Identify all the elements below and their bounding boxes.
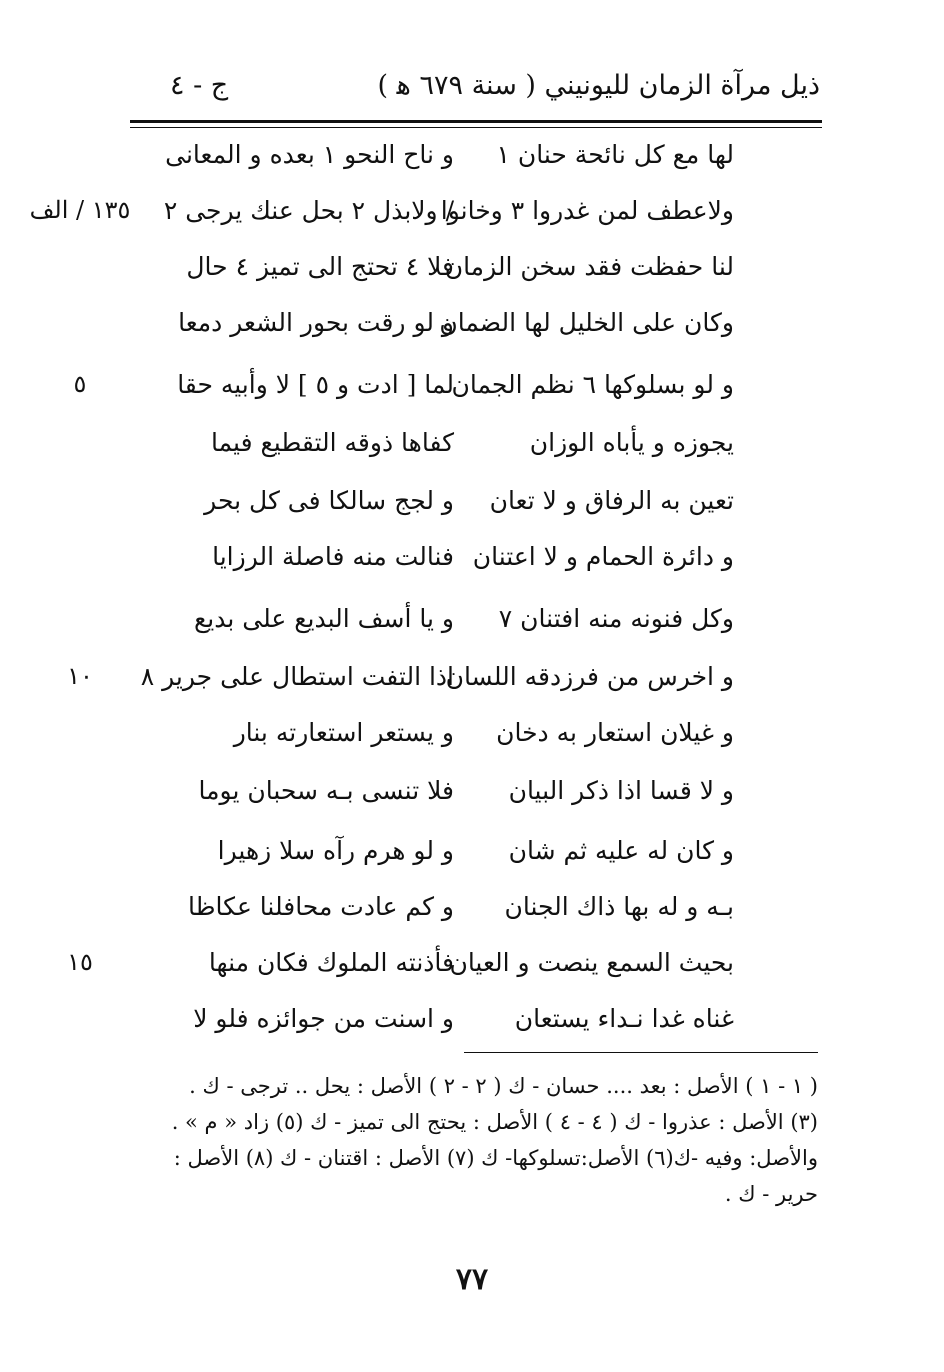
footnote-separator [464,1052,818,1053]
verse-second-hemistich: و لو بسلوكها ٦ نظم الجمان [451,370,734,399]
verse-second-hemistich: و دائرة الحمام و لا اعتنان [472,542,734,571]
verse-first-hemistich: و كم عادت محافلنا عكاظا [188,892,454,921]
footnote-line: والأصل: وفيه -ك(٦) الأصل:تسلوكها- ك (٧) الأصل : اقتنان - ك (٨) الأصل : [173,1146,818,1170]
verse-second-hemistich: و لا قسا اذا ذكر البيان [508,776,734,805]
verse-first-hemistich: فأذنته الملوك فكان منها [208,948,454,977]
verse-second-hemistich: ولاعطف لمن غدروا ٣ وخانوا [440,196,734,225]
verse-line [0,654,944,710]
verse-second-hemistich: لنا حفظت فقد سخن الزمان [444,252,734,281]
header-rule-thick [130,120,822,123]
margin-note: ٥ [73,370,87,398]
verse-first-hemistich: و لجج سالكا فى كل بحر [204,486,454,515]
verse-first-hemistich: كفاها ذوقه التقطيع فيما [210,428,454,457]
verse-line [0,362,944,418]
footnotes [140,1068,818,1212]
verse-line [0,300,944,356]
margin-note: ١٣٥ / الف [29,196,131,224]
verse-second-hemistich: وكان على الخليل لها الضمان [439,308,734,337]
volume-number: ج - ٤ [170,70,229,101]
verse-second-hemistich: بـه و له بها ذاك الجنان [504,892,734,921]
verse-first-hemistich: و ناح النحو ١ بعده و المعانى [165,140,454,169]
verse-first-hemistich: فلا ٤ تحتج الى تميز ٤ حال [186,252,454,281]
verse-first-hemistich: و يستعر استعارته بنار [233,718,454,747]
verse-line [0,884,944,940]
verse-line [0,478,944,534]
footnote-line: حرير - ك . [724,1182,818,1206]
verse-line [0,244,944,300]
verse-first-hemistich: و لو هرم رآه سلا زهيرا [217,836,454,865]
page-number: ٧٧ [455,1262,489,1297]
header-rule-thin [130,127,822,128]
verse-first-hemistich: فنالت منه فاصلة الرزايا [212,542,454,571]
verse-second-hemistich: بحيث السمع ينصت و العيان [449,948,734,977]
verse-line [0,996,944,1052]
verse-line [0,420,944,476]
verse-first-hemistich: فلا تنسى بـه سحبان يوما [198,776,454,805]
margin-note: ١٠ [67,662,93,690]
verse-second-hemistich: و كان له عليه ثم شان [508,836,734,865]
verse-second-hemistich: غناه غدا نـداء يستعان [514,1004,734,1033]
verse-line [0,596,944,652]
verse-second-hemistich: و اخرس من فرزدقه اللسان [445,662,734,691]
verse-line [0,534,944,590]
running-header [130,70,820,110]
verse-first-hemistich: و اسنت من جوائزه فلو لا [193,1004,454,1033]
verse-second-hemistich: لها مع كل نائحة حنان ١ [496,140,734,169]
verse-line [0,940,944,996]
verse-line [0,188,944,244]
verse-second-hemistich: يجوزه و يأباه الوزان [529,428,734,457]
verse-line [0,828,944,884]
running-title: ذيل مرآة الزمان لليونيني ( سنة ٦٧٩ ﻫ ) [377,70,820,101]
verse-first-hemistich: اذا التفت استطال على جرير ٨ [140,662,454,691]
footnote-line: (٣) الأصل : عذروا - ك ( ٤ - ٤ ) الأصل : يحتج الى تميز - ك (٥) زاد « م » . [171,1110,818,1134]
verse-line [0,710,944,766]
verse-line [0,768,944,824]
verse-first-hemistich: / ولابذل ٢ بحل عنك يرجى ٢ [163,196,454,225]
footnote-line: ( ١ - ١ ) الأصل : بعد .... حسان - ك ( ٢ - ٢ ) الأصل : يحل .. ترجى - ك . [189,1074,818,1098]
verse-second-hemistich: وكل فنونه منه افتنان ٧ [498,604,734,633]
verse-first-hemistich: و لو رقت بحور الشعر دمعا [178,308,454,337]
verse-first-hemistich: لما [ ادت و ٥ ] لا وأبيه حقا [177,370,454,399]
verse-first-hemistich: و يا أسف البديع على بديع [193,604,454,633]
verse-second-hemistich: تعين به الرفاق و لا تعان [489,486,734,515]
verse-line [0,132,944,188]
verse-second-hemistich: و غيلان استعار به دخان [496,718,734,747]
margin-note: ١٥ [67,948,93,976]
